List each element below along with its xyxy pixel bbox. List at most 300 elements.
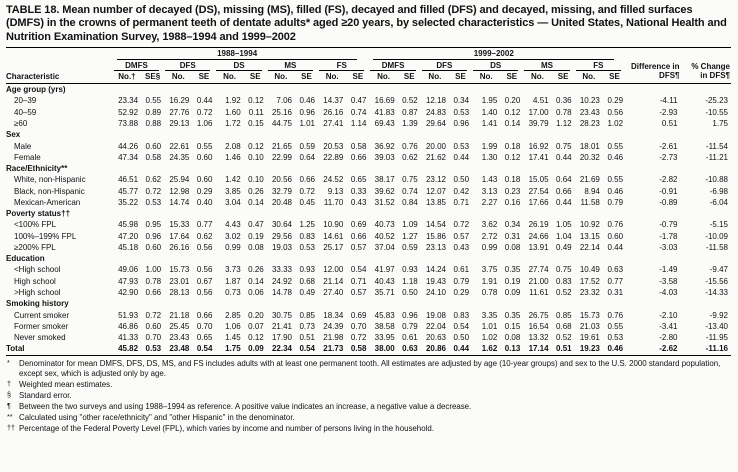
- value-cell: 0.60: [145, 141, 162, 151]
- col-no-first: No.†: [113, 71, 141, 84]
- col-no: No.: [472, 71, 500, 84]
- value-cell: 19.23: [575, 343, 603, 355]
- table-row: [6, 242, 731, 253]
- value-cell: 14.61: [323, 231, 344, 241]
- value-cell: -10.09: [705, 231, 728, 241]
- value-cell: 0.56: [196, 265, 213, 275]
- col-se: SE: [244, 71, 267, 84]
- value-cell: 0.63: [607, 265, 624, 275]
- value-cell: 30.75: [271, 310, 292, 320]
- value-cell: 25.17: [323, 242, 344, 252]
- value-cell: 0.54: [453, 321, 470, 331]
- value-cell: 0.45: [299, 197, 316, 207]
- value-cell: 1.04: [556, 231, 572, 241]
- value-cell: 23.01: [169, 276, 190, 286]
- value-cell: 0.08: [504, 333, 521, 343]
- value-cell: 25.45: [169, 321, 190, 331]
- value-cell: 3.35: [481, 310, 498, 320]
- value-cell: 0.66: [350, 152, 367, 162]
- value-cell: -15.56: [705, 276, 728, 286]
- value-cell: 46.86: [118, 321, 139, 331]
- value-cell: -3.03: [659, 242, 678, 252]
- value-cell: 35.71: [374, 288, 395, 297]
- value-cell: 0.15: [248, 119, 264, 129]
- row-label: <100% FPL: [14, 220, 57, 230]
- footnote-marker: §: [7, 389, 11, 399]
- value-cell: 20.00: [425, 141, 446, 151]
- value-cell: 0.69: [350, 220, 367, 230]
- value-cell: 0.96: [402, 310, 418, 320]
- value-cell: 20.86: [421, 343, 449, 355]
- value-cell: 23.43: [169, 333, 190, 343]
- value-cell: 1.75: [215, 343, 243, 355]
- value-cell: 0.56: [196, 288, 213, 297]
- value-cell: 0.62: [145, 175, 162, 185]
- col-no: No.: [318, 71, 346, 84]
- row-label: ≥60: [14, 119, 28, 129]
- value-cell: 17.52: [579, 276, 600, 286]
- value-cell: -5.15: [709, 220, 728, 230]
- value-cell: 3.73: [225, 265, 241, 275]
- value-cell: 1.09: [402, 220, 418, 230]
- value-cell: 0.60: [145, 242, 162, 252]
- value-cell: 27.54: [528, 186, 549, 196]
- value-cell: 20.53: [323, 141, 344, 151]
- value-cell: 30.64: [271, 220, 292, 230]
- value-cell: 27.40: [323, 288, 344, 297]
- value-cell: 10.49: [579, 265, 600, 275]
- value-cell: 3.13: [481, 186, 498, 196]
- value-cell: 0.56: [196, 242, 213, 252]
- value-cell: 24.92: [271, 276, 292, 286]
- value-cell: 0.55: [607, 321, 624, 331]
- value-cell: 0.57: [453, 231, 470, 241]
- value-cell: 13.91: [528, 242, 549, 252]
- value-cell: 0.60: [145, 321, 162, 331]
- value-cell: 15.73: [579, 310, 600, 320]
- value-cell: 0.55: [607, 175, 624, 185]
- value-cell: 21.69: [579, 175, 600, 185]
- value-cell: 1.60: [225, 107, 241, 117]
- section-row: [6, 129, 731, 140]
- value-cell: 52.92: [118, 107, 139, 117]
- value-cell: 0.44: [556, 197, 572, 207]
- value-cell: 0.73: [225, 288, 241, 297]
- value-cell: 0.60: [607, 231, 624, 241]
- value-cell: 1.87: [225, 276, 241, 286]
- value-cell: 40.43: [374, 276, 395, 286]
- value-cell: -9.92: [709, 310, 728, 320]
- footnote-marker: ††: [7, 423, 15, 433]
- value-cell: 0.61: [453, 265, 470, 275]
- value-cell: -0.79: [659, 220, 678, 230]
- data-table: [6, 49, 731, 355]
- value-cell: 0.96: [145, 231, 162, 241]
- value-cell: 18.34: [323, 310, 344, 320]
- value-cell: 0.58: [145, 152, 162, 162]
- value-cell: -10.55: [705, 107, 728, 117]
- value-cell: 0.08: [504, 242, 521, 252]
- table-row: [6, 95, 731, 106]
- value-cell: 12.18: [425, 96, 446, 106]
- section-row: [6, 208, 731, 219]
- value-cell: 9.13: [327, 186, 344, 196]
- value-cell: 0.54: [295, 343, 318, 355]
- value-cell: 45.18: [118, 242, 139, 252]
- value-cell: 0.72: [350, 333, 367, 343]
- value-cell: 51.93: [118, 310, 139, 320]
- value-cell: 0.20: [248, 310, 264, 320]
- value-cell: 0.72: [196, 107, 213, 117]
- value-cell: 0.57: [350, 288, 367, 297]
- value-cell: 13.85: [425, 197, 446, 207]
- footnote-text: Denominator for mean DMFS, DFS, DS, MS, and FS includes adults with at least one permanent tooth. All estimates are adjusted by age (10-year groups) and sex to the U.S. 2000 standard population, except sex, which is adjusted only by age.: [19, 358, 721, 378]
- value-cell: 0.71: [350, 276, 367, 286]
- value-cell: 0.35: [504, 265, 521, 275]
- col-se: SE: [295, 71, 318, 84]
- value-cell: 0.13: [500, 343, 523, 355]
- value-cell: 12.00: [323, 265, 344, 275]
- value-cell: 40.52: [374, 231, 395, 241]
- value-cell: 0.29: [453, 288, 470, 297]
- row-label: ≥200% FPL: [14, 242, 56, 252]
- value-cell: 0.75: [556, 141, 572, 151]
- value-cell: 1.27: [402, 231, 418, 241]
- table-body: [6, 84, 731, 355]
- value-cell: 0.07: [248, 321, 264, 331]
- value-cell: -6.98: [709, 186, 728, 196]
- value-cell: 0.29: [607, 96, 624, 106]
- value-cell: 0.50: [402, 288, 418, 297]
- value-cell: 0.83: [556, 276, 572, 286]
- value-cell: -13.40: [705, 321, 728, 331]
- footnote: [6, 402, 731, 412]
- value-cell: 15.86: [425, 231, 446, 241]
- value-cell: 25.94: [169, 175, 190, 185]
- value-cell: 0.88: [145, 119, 162, 129]
- value-cell: 0.11: [248, 107, 264, 117]
- value-cell: 0.66: [196, 310, 213, 320]
- value-cell: 45.82: [113, 343, 141, 355]
- row-label: Female: [14, 152, 41, 162]
- section-row: [6, 298, 731, 309]
- value-cell: 0.14: [248, 197, 264, 207]
- value-cell: 23.43: [579, 107, 600, 117]
- value-cell: 0.29: [196, 186, 213, 196]
- value-cell: 1.92: [225, 96, 241, 106]
- value-cell: 0.40: [196, 197, 213, 207]
- value-cell: -0.89: [659, 197, 678, 207]
- value-cell: 24.52: [323, 175, 344, 185]
- table-row: [6, 276, 731, 287]
- value-cell: -3.41: [659, 321, 678, 331]
- value-cell: 1.95: [481, 96, 498, 106]
- value-cell: 1.40: [481, 107, 498, 117]
- value-cell: 41.83: [374, 107, 395, 117]
- value-cell: 1.06: [225, 321, 241, 331]
- value-cell: 0.58: [346, 343, 369, 355]
- value-cell: 0.51: [552, 343, 575, 355]
- value-cell: 1.25: [299, 220, 316, 230]
- value-cell: -2.73: [659, 152, 678, 162]
- value-cell: 0.12: [504, 107, 521, 117]
- value-cell: 12.98: [169, 186, 190, 196]
- value-cell: 0.62: [196, 231, 213, 241]
- value-cell: 0.93: [402, 265, 418, 275]
- value-cell: 0.51: [299, 333, 316, 343]
- section-row: [6, 253, 731, 264]
- value-cell: 38.58: [374, 321, 395, 331]
- value-cell: 17.90: [271, 333, 292, 343]
- value-cell: -2.62: [626, 343, 680, 355]
- value-cell: 47.93: [118, 276, 139, 286]
- value-cell: 0.57: [350, 242, 367, 252]
- period-header-row: [6, 49, 731, 60]
- value-cell: 27.76: [169, 107, 190, 117]
- value-cell: -2.80: [659, 333, 678, 343]
- value-cell: 21.03: [579, 321, 600, 331]
- value-cell: 15.73: [169, 265, 190, 275]
- value-cell: 0.50: [453, 333, 470, 343]
- value-cell: 7.06: [276, 96, 292, 106]
- value-cell: 0.52: [556, 288, 572, 297]
- value-cell: 0.76: [607, 310, 624, 320]
- value-cell: 0.15: [504, 321, 521, 331]
- value-cell: 0.53: [145, 197, 162, 207]
- value-cell: 23.34: [118, 96, 139, 106]
- value-cell: 0.56: [607, 107, 624, 117]
- value-cell: -2.82: [659, 175, 678, 185]
- value-cell: -0.91: [659, 186, 678, 196]
- value-cell: 23.32: [579, 288, 600, 297]
- value-cell: 1.41: [481, 119, 498, 129]
- value-cell: 35.22: [118, 197, 139, 207]
- value-cell: 17.14: [523, 343, 551, 355]
- value-cell: 16.29: [169, 96, 190, 106]
- col-no: No.: [215, 71, 243, 84]
- value-cell: 21.65: [271, 141, 292, 151]
- value-cell: 44.75: [271, 119, 292, 129]
- value-cell: 33.33: [271, 265, 292, 275]
- value-cell: 0.79: [453, 276, 470, 286]
- value-cell: 24.35: [169, 152, 190, 162]
- value-cell: 0.20: [504, 96, 521, 106]
- value-cell: 0.63: [398, 343, 421, 355]
- value-cell: 1.72: [225, 119, 241, 129]
- section-label: Education: [6, 254, 45, 264]
- value-cell: 0.70: [145, 333, 162, 343]
- value-cell: 42.90: [118, 288, 139, 297]
- value-cell: 0.93: [299, 265, 316, 275]
- row-label: >High school: [14, 288, 61, 297]
- value-cell: 20.63: [425, 333, 446, 343]
- value-cell: 0.43: [453, 242, 470, 252]
- value-cell: 20.32: [579, 152, 600, 162]
- value-cell: 3.85: [225, 186, 241, 196]
- value-cell: 0.09: [504, 288, 521, 297]
- value-cell: 0.10: [248, 152, 264, 162]
- value-cell: 21.41: [271, 321, 292, 331]
- value-cell: 38.17: [374, 175, 395, 185]
- value-cell: 0.44: [556, 152, 572, 162]
- value-cell: 0.59: [299, 141, 316, 151]
- value-cell: 1.62: [472, 343, 500, 355]
- section-label: Race/Ethnicity**: [6, 164, 68, 174]
- col-no: No.: [523, 71, 551, 84]
- value-cell: 8.94: [584, 186, 600, 196]
- measure-dfs-1: DFS: [164, 60, 215, 71]
- value-cell: 46.51: [118, 175, 139, 185]
- value-cell: 26.19: [528, 220, 549, 230]
- section-label: Poverty status††: [6, 209, 71, 219]
- value-cell: 2.85: [225, 310, 241, 320]
- value-cell: 18.01: [579, 141, 600, 151]
- value-cell: 10.23: [579, 96, 600, 106]
- col-no: No.: [164, 71, 192, 84]
- value-cell: 0.72: [145, 310, 162, 320]
- value-cell: 1.99: [481, 141, 498, 151]
- value-cell: 0.69: [350, 310, 367, 320]
- value-cell: 17.64: [169, 231, 190, 241]
- value-cell: -25.23: [705, 96, 728, 106]
- value-cell: 0.85: [299, 310, 316, 320]
- value-cell: 0.79: [402, 321, 418, 331]
- value-cell: 26.16: [323, 107, 344, 117]
- value-cell: 0.10: [248, 175, 264, 185]
- footnote-text: Standard error.: [19, 390, 72, 400]
- value-cell: 11.70: [323, 197, 344, 207]
- value-cell: 73.88: [118, 119, 139, 129]
- footnote: [6, 391, 731, 401]
- value-cell: 0.53: [141, 343, 164, 355]
- value-cell: -2.10: [659, 310, 678, 320]
- value-cell: 0.70: [350, 321, 367, 331]
- value-cell: -1.78: [659, 231, 678, 241]
- value-cell: 22.61: [169, 141, 190, 151]
- table-row: [6, 219, 731, 230]
- value-cell: 45.98: [118, 220, 139, 230]
- footnote-text: Percentage of the Federal Poverty Level (FPL), which varies by income and number of persons living in the household.: [19, 424, 434, 434]
- value-cell: 20.56: [271, 175, 292, 185]
- value-cell: 12.07: [425, 186, 446, 196]
- measure-dmfs-2: DMFS: [369, 60, 420, 71]
- value-cell: 1.01: [299, 119, 316, 129]
- value-cell: 0.18: [504, 141, 521, 151]
- value-cell: 0.44: [453, 152, 470, 162]
- table-row: [6, 186, 731, 197]
- value-cell: -9.47: [709, 265, 728, 275]
- value-cell: 25.16: [271, 107, 292, 117]
- row-label: High school: [14, 276, 56, 286]
- value-cell: 0.09: [244, 343, 267, 355]
- value-cell: 27.41: [323, 119, 344, 129]
- value-cell: 0.51: [661, 119, 678, 129]
- footnote-marker: †: [7, 378, 11, 388]
- section-label: Age group (yrs): [6, 85, 66, 95]
- value-cell: 0.72: [453, 220, 470, 230]
- value-cell: 14.54: [425, 220, 446, 230]
- value-cell: 0.34: [453, 96, 470, 106]
- period-header-1988-1994: 1988–1994: [113, 49, 370, 60]
- value-cell: 40.73: [374, 220, 395, 230]
- footnotes: [6, 359, 731, 435]
- measure-ms-2: MS: [523, 60, 574, 71]
- value-cell: 26.75: [528, 310, 549, 320]
- value-cell: 0.85: [556, 310, 572, 320]
- value-cell: 0.55: [196, 141, 213, 151]
- value-cell: 47.34: [118, 152, 139, 162]
- measure-dfs-2: DFS: [421, 60, 472, 71]
- col-se: SE: [398, 71, 421, 84]
- value-cell: 23.13: [425, 242, 446, 252]
- value-cell: 0.83: [299, 231, 316, 241]
- value-cell: 0.99: [225, 242, 241, 252]
- value-cell: 16.54: [528, 321, 549, 331]
- value-cell: 0.87: [402, 107, 418, 117]
- value-cell: 0.77: [607, 276, 624, 286]
- row-label: Current smoker: [14, 310, 70, 320]
- value-cell: 3.75: [481, 265, 498, 275]
- col-se: SE: [603, 71, 626, 84]
- value-cell: 1.02: [607, 119, 624, 129]
- value-cell: 21.62: [425, 152, 446, 162]
- measure-ds-2: DS: [472, 60, 523, 71]
- row-label: 100%–199% FPL: [14, 231, 77, 241]
- value-cell: 0.46: [607, 152, 624, 162]
- row-label: Black, non-Hispanic: [14, 186, 85, 196]
- value-cell: 45.83: [374, 310, 395, 320]
- value-cell: 0.68: [299, 276, 316, 286]
- value-cell: 0.96: [299, 107, 316, 117]
- value-cell: 29.64: [425, 119, 446, 129]
- value-cell: 0.67: [196, 276, 213, 286]
- value-cell: 4.43: [225, 220, 241, 230]
- value-cell: 24.66: [528, 231, 549, 241]
- value-cell: 21.14: [323, 276, 344, 286]
- col-no: No.: [369, 71, 397, 84]
- col-no: No.: [267, 71, 295, 84]
- value-cell: 0.72: [299, 186, 316, 196]
- value-cell: -1.49: [659, 265, 678, 275]
- difference-in-dfs-header: Difference in DFS¶: [626, 49, 680, 84]
- value-cell: 1.18: [402, 276, 418, 286]
- value-cell: 1.43: [481, 175, 498, 185]
- value-cell: 0.34: [504, 220, 521, 230]
- value-cell: 10.92: [579, 220, 600, 230]
- value-cell: 1.06: [196, 119, 213, 129]
- value-cell: 0.76: [607, 220, 624, 230]
- footnote-marker: ¶: [7, 401, 11, 411]
- value-cell: 32.79: [271, 186, 292, 196]
- value-cell: 0.70: [196, 321, 213, 331]
- table-row: [6, 264, 731, 275]
- value-cell: 0.77: [196, 220, 213, 230]
- col-se: SE: [500, 71, 523, 84]
- value-cell: 29.56: [271, 231, 292, 241]
- value-cell: 0.49: [556, 242, 572, 252]
- value-cell: -11.16: [681, 343, 732, 355]
- value-cell: 0.66: [556, 186, 572, 196]
- value-cell: -2.61: [659, 141, 678, 151]
- value-cell: -11.21: [705, 152, 728, 162]
- value-cell: 0.12: [248, 333, 264, 343]
- value-cell: 47.20: [118, 231, 139, 241]
- value-cell: 2.08: [225, 141, 241, 151]
- footnote-text: Between the two surveys and using 1988–1994 as reference. A positive value indicates an increase, a negative value a decrease.: [19, 402, 472, 412]
- value-cell: 0.66: [350, 231, 367, 241]
- value-cell: 0.59: [402, 242, 418, 252]
- row-label: White, non-Hispanic: [14, 175, 86, 185]
